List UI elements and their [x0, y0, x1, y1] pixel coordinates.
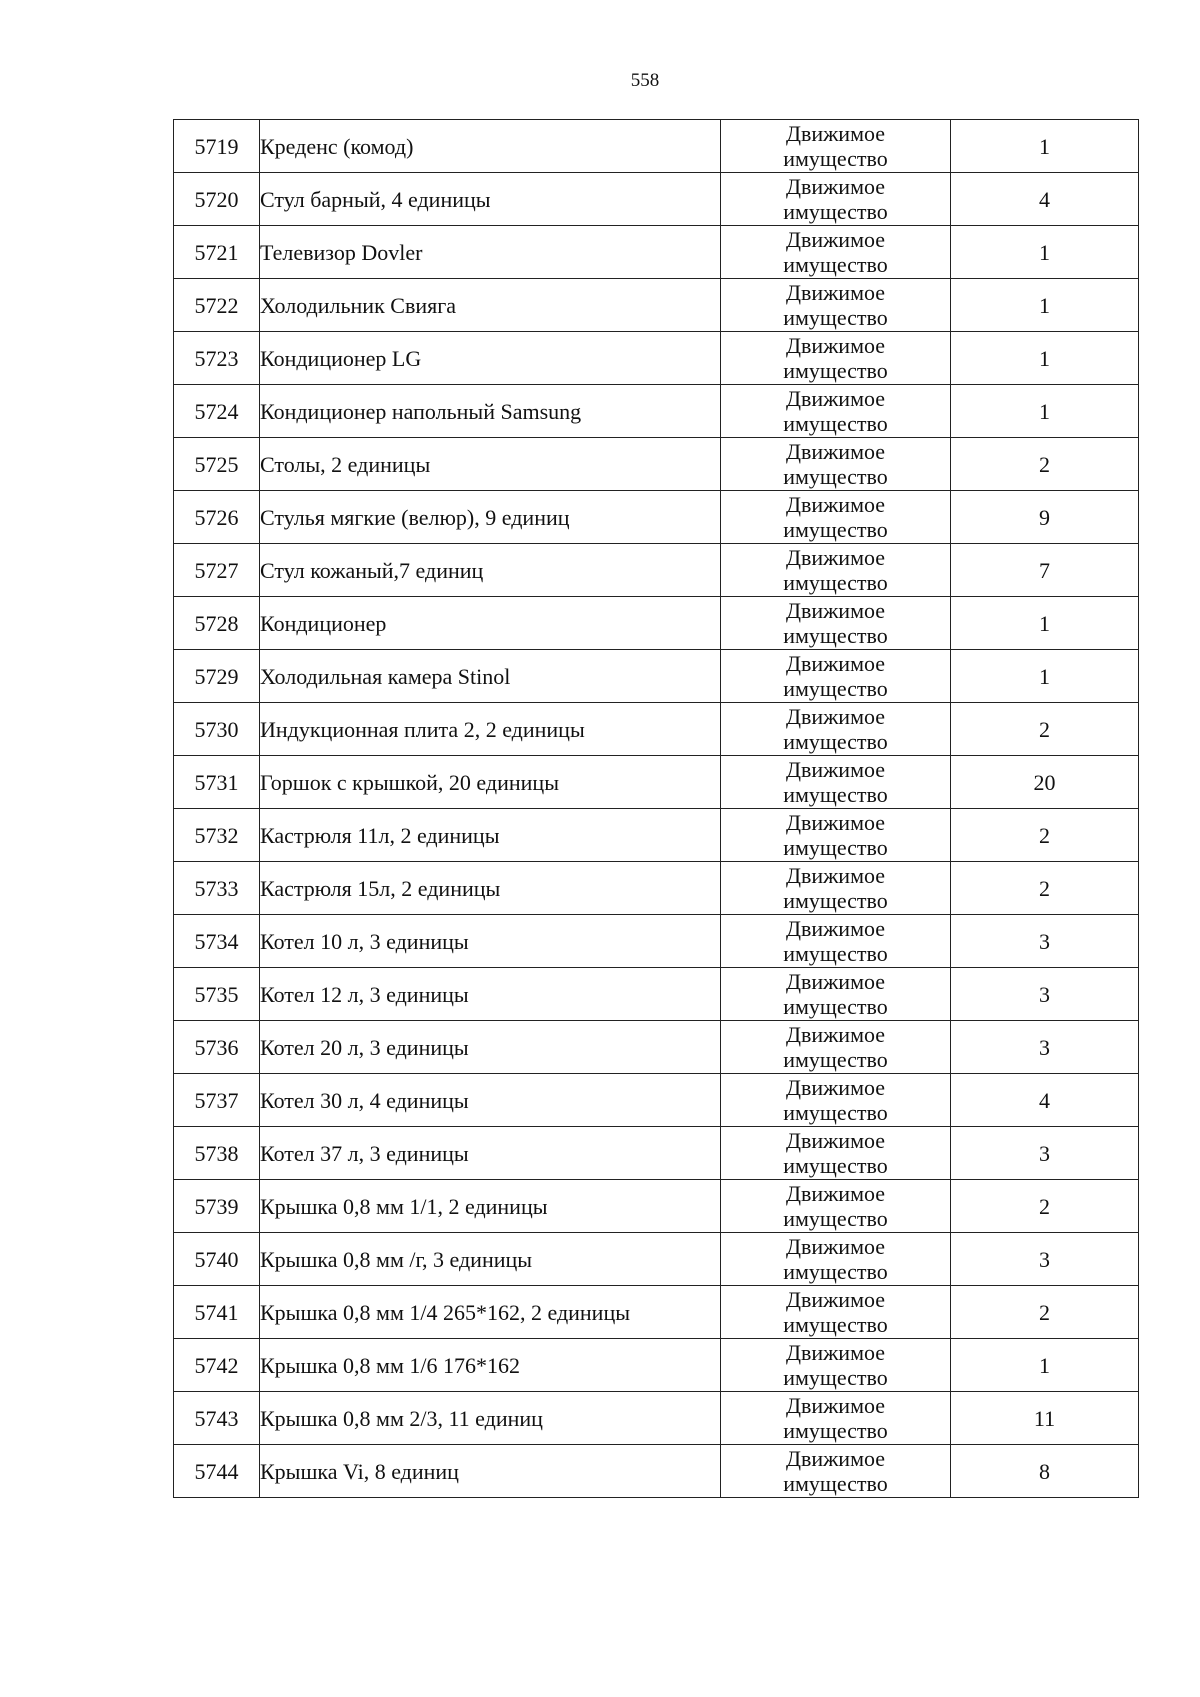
property-type-cell — [721, 226, 951, 279]
item-name-cell: Кондиционер LG — [260, 332, 721, 385]
row-number-cell: 5732 — [174, 809, 260, 862]
table-row — [174, 1074, 1139, 1127]
property-type-line: имущество — [783, 1418, 888, 1443]
property-type-line: Движимое — [785, 1234, 886, 1259]
item-name-cell: Крышка 0,8 мм 1/4 265*162, 2 единицы — [260, 1286, 721, 1339]
item-name-cell: Кондиционер — [260, 597, 721, 650]
quantity-cell: 7 — [951, 544, 1139, 597]
property-type-line: имущество — [783, 1365, 888, 1390]
property-type-cell — [721, 173, 951, 226]
table-row — [174, 915, 1139, 968]
row-number-cell: 5740 — [174, 1233, 260, 1286]
property-type-cell — [721, 438, 951, 491]
property-type-line: Движимое — [785, 1340, 886, 1365]
quantity-cell: 1 — [951, 226, 1139, 279]
property-type-line: имущество — [783, 676, 888, 701]
property-type-cell — [721, 1021, 951, 1074]
table-row — [174, 332, 1139, 385]
property-type-line: имущество — [783, 1153, 888, 1178]
row-number-cell: 5730 — [174, 703, 260, 756]
property-type-cell — [721, 544, 951, 597]
item-name-cell: Холодильник Свияга — [260, 279, 721, 332]
property-type-line: имущество — [783, 941, 888, 966]
property-type-line: Движимое — [785, 492, 886, 517]
property-type-line: имущество — [783, 835, 888, 860]
property-type-cell — [721, 1180, 951, 1233]
table-row — [174, 1021, 1139, 1074]
property-type-cell — [721, 1286, 951, 1339]
quantity-cell: 2 — [951, 809, 1139, 862]
property-type-cell — [721, 279, 951, 332]
quantity-cell: 3 — [951, 915, 1139, 968]
quantity-cell: 1 — [951, 650, 1139, 703]
item-name-cell: Столы, 2 единицы — [260, 438, 721, 491]
row-number-cell: 5744 — [174, 1445, 260, 1498]
table-row — [174, 809, 1139, 862]
property-type-line: имущество — [783, 1312, 888, 1337]
property-type-cell — [721, 915, 951, 968]
quantity-cell: 3 — [951, 1127, 1139, 1180]
row-number-cell: 5737 — [174, 1074, 260, 1127]
table-row — [174, 544, 1139, 597]
property-type-line: Движимое — [785, 1287, 886, 1312]
row-number-cell: 5726 — [174, 491, 260, 544]
property-type-line: имущество — [783, 782, 888, 807]
property-type-cell — [721, 120, 951, 173]
property-type-cell — [721, 756, 951, 809]
property-type-line: Движимое — [785, 1022, 886, 1047]
property-type-line: имущество — [783, 1471, 888, 1496]
quantity-cell: 3 — [951, 968, 1139, 1021]
property-type-line: Движимое — [785, 1128, 886, 1153]
quantity-cell: 11 — [951, 1392, 1139, 1445]
property-type-line: Движимое — [785, 916, 886, 941]
property-type-cell — [721, 491, 951, 544]
row-number-cell: 5719 — [174, 120, 260, 173]
row-number-cell: 5738 — [174, 1127, 260, 1180]
row-number-cell: 5727 — [174, 544, 260, 597]
row-number-cell: 5723 — [174, 332, 260, 385]
quantity-cell: 2 — [951, 1180, 1139, 1233]
quantity-cell: 2 — [951, 703, 1139, 756]
item-name-cell: Крышка 0,8 мм 2/3, 11 единиц — [260, 1392, 721, 1445]
property-type-cell — [721, 1445, 951, 1498]
quantity-cell: 9 — [951, 491, 1139, 544]
item-name-cell: Стул барный, 4 единицы — [260, 173, 721, 226]
item-name-cell: Кастрюля 15л, 2 единицы — [260, 862, 721, 915]
table-row — [174, 968, 1139, 1021]
property-type-cell — [721, 1127, 951, 1180]
property-type-line: Движимое — [785, 810, 886, 835]
quantity-cell: 2 — [951, 438, 1139, 491]
quantity-cell: 3 — [951, 1233, 1139, 1286]
item-name-cell: Крышка 0,8 мм 1/6 176*162 — [260, 1339, 721, 1392]
table-row — [174, 1180, 1139, 1233]
property-type-line: имущество — [783, 729, 888, 754]
table-row — [174, 226, 1139, 279]
quantity-cell: 20 — [951, 756, 1139, 809]
property-type-line: Движимое — [785, 174, 886, 199]
property-type-cell — [721, 809, 951, 862]
row-number-cell: 5733 — [174, 862, 260, 915]
item-name-cell: Стулья мягкие (велюр), 9 единиц — [260, 491, 721, 544]
property-type-line: Движимое — [785, 598, 886, 623]
item-name-cell: Котел 37 л, 3 единицы — [260, 1127, 721, 1180]
row-number-cell: 5739 — [174, 1180, 260, 1233]
row-number-cell: 5728 — [174, 597, 260, 650]
row-number-cell: 5725 — [174, 438, 260, 491]
table-row — [174, 1286, 1139, 1339]
table-row — [174, 1392, 1139, 1445]
property-table — [173, 119, 1139, 1498]
table-row — [174, 1339, 1139, 1392]
table-row — [174, 173, 1139, 226]
table-row — [174, 1127, 1139, 1180]
quantity-cell: 2 — [951, 862, 1139, 915]
property-type-cell — [721, 703, 951, 756]
table-row — [174, 385, 1139, 438]
property-type-cell — [721, 332, 951, 385]
quantity-cell: 1 — [951, 120, 1139, 173]
table-row — [174, 756, 1139, 809]
quantity-cell: 1 — [951, 279, 1139, 332]
table-row — [174, 597, 1139, 650]
item-name-cell: Горшок с крышкой, 20 единицы — [260, 756, 721, 809]
quantity-cell: 1 — [951, 332, 1139, 385]
item-name-cell: Креденс (комод) — [260, 120, 721, 173]
table-row — [174, 438, 1139, 491]
property-type-line: Движимое — [785, 1393, 886, 1418]
property-type-line: Движимое — [785, 651, 886, 676]
property-type-cell — [721, 1392, 951, 1445]
property-type-cell — [721, 1233, 951, 1286]
table-row — [174, 650, 1139, 703]
table-row — [174, 120, 1139, 173]
item-name-cell: Телевизор Dovler — [260, 226, 721, 279]
property-type-line: Движимое — [785, 280, 886, 305]
quantity-cell: 2 — [951, 1286, 1139, 1339]
row-number-cell: 5735 — [174, 968, 260, 1021]
property-type-line: имущество — [783, 570, 888, 595]
table-row — [174, 491, 1139, 544]
item-name-cell: Котел 20 л, 3 единицы — [260, 1021, 721, 1074]
property-type-line: имущество — [783, 1206, 888, 1231]
quantity-cell: 1 — [951, 597, 1139, 650]
property-type-line: имущество — [783, 358, 888, 383]
item-name-cell: Стул кожаный,7 единиц — [260, 544, 721, 597]
property-type-line: имущество — [783, 623, 888, 648]
property-type-line: Движимое — [785, 969, 886, 994]
property-type-line: Движимое — [785, 333, 886, 358]
item-name-cell: Котел 30 л, 4 единицы — [260, 1074, 721, 1127]
property-type-line: имущество — [783, 199, 888, 224]
property-type-line: Движимое — [785, 1075, 886, 1100]
item-name-cell: Крышка 0,8 мм 1/1, 2 единицы — [260, 1180, 721, 1233]
row-number-cell: 5729 — [174, 650, 260, 703]
quantity-cell: 1 — [951, 1339, 1139, 1392]
quantity-cell: 1 — [951, 385, 1139, 438]
property-type-line: Движимое — [785, 545, 886, 570]
property-type-line: имущество — [783, 305, 888, 330]
property-type-cell — [721, 1074, 951, 1127]
property-type-line: имущество — [783, 146, 888, 171]
property-type-line: имущество — [783, 464, 888, 489]
property-type-line: имущество — [783, 994, 888, 1019]
row-number-cell: 5734 — [174, 915, 260, 968]
quantity-cell: 4 — [951, 173, 1139, 226]
property-type-line: Движимое — [785, 1181, 886, 1206]
property-type-line: Движимое — [785, 863, 886, 888]
property-type-line: Движимое — [785, 121, 886, 146]
row-number-cell: 5724 — [174, 385, 260, 438]
table-row — [174, 1233, 1139, 1286]
table-row — [174, 703, 1139, 756]
property-table-body — [174, 120, 1139, 1498]
item-name-cell: Крышка Vi, 8 единиц — [260, 1445, 721, 1498]
row-number-cell: 5741 — [174, 1286, 260, 1339]
item-name-cell: Кондиционер напольный Samsung — [260, 385, 721, 438]
property-type-line: Движимое — [785, 704, 886, 729]
quantity-cell: 8 — [951, 1445, 1139, 1498]
property-type-line: имущество — [783, 517, 888, 542]
property-type-cell — [721, 385, 951, 438]
page-number: 558 — [630, 70, 660, 91]
quantity-cell: 4 — [951, 1074, 1139, 1127]
property-type-line: имущество — [783, 888, 888, 913]
table-row — [174, 1445, 1139, 1498]
item-name-cell: Индукционная плита 2, 2 единицы — [260, 703, 721, 756]
table-row — [174, 862, 1139, 915]
property-type-line: имущество — [783, 1259, 888, 1284]
row-number-cell: 5742 — [174, 1339, 260, 1392]
row-number-cell: 5720 — [174, 173, 260, 226]
property-type-line: Движимое — [785, 757, 886, 782]
item-name-cell: Холодильная камера Stinol — [260, 650, 721, 703]
property-type-line: Движимое — [785, 1446, 886, 1471]
row-number-cell: 5731 — [174, 756, 260, 809]
property-type-line: имущество — [783, 1100, 888, 1125]
property-type-cell — [721, 968, 951, 1021]
table-row — [174, 279, 1139, 332]
item-name-cell: Кастрюля 11л, 2 единицы — [260, 809, 721, 862]
property-type-cell — [721, 597, 951, 650]
property-type-line: имущество — [783, 252, 888, 277]
row-number-cell: 5721 — [174, 226, 260, 279]
quantity-cell: 3 — [951, 1021, 1139, 1074]
item-name-cell: Котел 10 л, 3 единицы — [260, 915, 721, 968]
property-type-line: Движимое — [785, 439, 886, 464]
row-number-cell: 5722 — [174, 279, 260, 332]
row-number-cell: 5736 — [174, 1021, 260, 1074]
item-name-cell: Котел 12 л, 3 единицы — [260, 968, 721, 1021]
item-name-cell: Крышка 0,8 мм /г, 3 единицы — [260, 1233, 721, 1286]
property-type-cell — [721, 1339, 951, 1392]
property-type-line: имущество — [783, 1047, 888, 1072]
property-type-line: Движимое — [785, 227, 886, 252]
property-type-line: Движимое — [785, 386, 886, 411]
property-type-cell — [721, 862, 951, 915]
property-type-cell — [721, 650, 951, 703]
property-type-line: имущество — [783, 411, 888, 436]
row-number-cell: 5743 — [174, 1392, 260, 1445]
